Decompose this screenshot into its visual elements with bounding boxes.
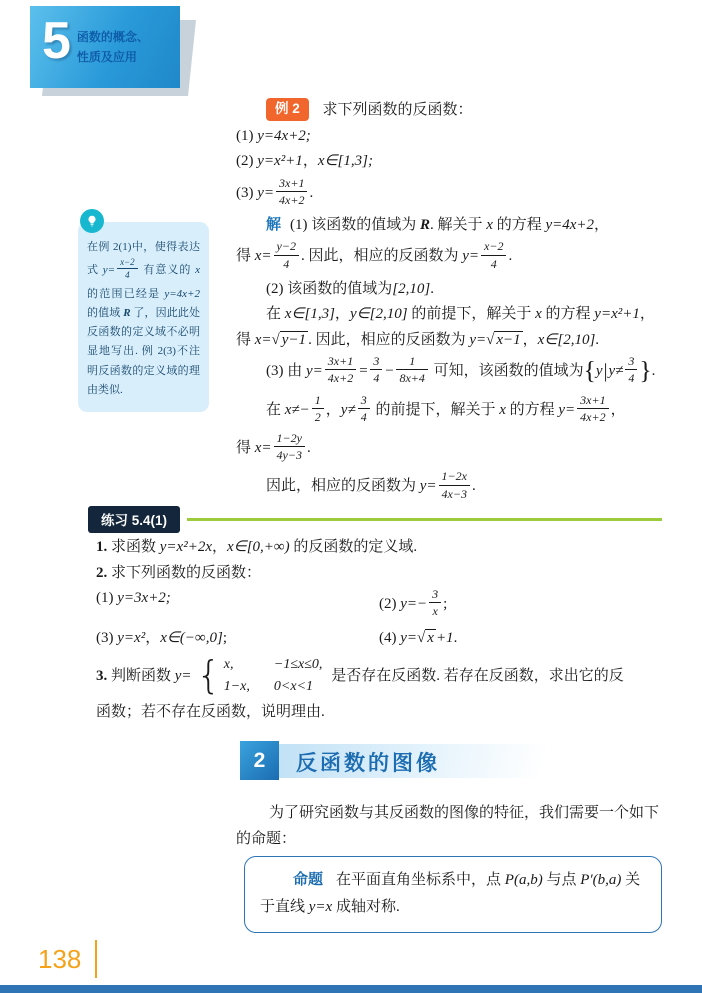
- example-item: (2) y=x²+1，x∈[1,3];: [236, 153, 373, 169]
- hint-note: [78, 222, 209, 412]
- example-section: [236, 98, 664, 508]
- solution-line: 在 x≠− $\frac{1}{2}$ ，y≠ $\frac{3}{4}$ 的前提下，解关于 x 的方程 y= $\frac{3x+1}{4x+2}$ ，: [266, 392, 626, 424]
- exercise-subitem-row: [96, 587, 662, 625]
- proposition-label: 命题: [293, 871, 324, 888]
- proposition-box: [244, 856, 662, 933]
- lightbulb-icon: [80, 209, 104, 233]
- solution-line: [236, 214, 664, 237]
- exercise-section: [96, 536, 662, 726]
- exercise-subitem: (2) y=− $\frac{3}{x}$ ;: [379, 587, 448, 619]
- exercise-rule: [187, 518, 662, 521]
- chapter-badge: [30, 6, 200, 102]
- solution-line: (3) 由 y= $\frac{3x+1}{4x+2}$ = $\frac{3}{4}$ − $\frac{1}{8x+4}$ 可知，该函数的值域为{y|y≠ $\frac{3}{4}$ }.: [266, 354, 656, 386]
- solution-line: 因此，相应的反函数为 y= $\frac{1-2x}{4x-3}$ .: [266, 469, 476, 501]
- chapter-number: 5: [42, 12, 71, 70]
- example-item: (3) y= $\frac{3x+1}{4x+2}$ .: [236, 175, 314, 207]
- solution-text: (1) 该函数的值域为 R. 解关于 x 的方程 y=4x+2，: [290, 216, 610, 233]
- note-text: 在例 2(1)中，使得表达式 y= $\frac{x-2}{4}$ 有意义的 x 的范围已经是 y=4x+2 的值域 R 了，因此此处反函数的定义域不必明显地写出. 例 2(3)不注明反函数的定义域的理由类似.: [87, 241, 201, 396]
- example-badge: 例 2: [266, 98, 309, 121]
- chapter-badge-box: [30, 6, 180, 88]
- solution-line: 得 x= $\frac{1-2y}{4y-3}$ .: [236, 431, 311, 463]
- exercise-subitem: (3) y=x²，x∈(−∞,0];: [96, 630, 227, 647]
- exercise-header: [88, 506, 662, 533]
- exercise-subitem-row: [96, 627, 662, 653]
- exercise-item: 2. 求下列函数的反函数：: [96, 564, 262, 581]
- exercise-subitem: (1) y=3x+2;: [96, 590, 171, 606]
- exercise-item-continuation: 函数；若不存在反函数，说明理由.: [96, 703, 325, 720]
- section-paragraph: 为了研究函数与其反函数的图像的特征，我们需要一个如下的命题：: [236, 805, 660, 848]
- example-intro: 求下列函数的反函数：: [322, 102, 473, 118]
- example-item: (1) y=4x+2;: [236, 127, 311, 144]
- solution-marker: 解: [266, 215, 282, 233]
- exercise-item: 1. 求函数 y=x²+2x，x∈[0,+∞) 的反函数的定义域.: [96, 539, 418, 555]
- section-number: 2: [240, 741, 279, 780]
- page-number: 138: [38, 944, 82, 974]
- exercise-item: 3. 判断函数 y= { x, −1≤x≤0, 1−x, 0<x<1 是否存在反函数. 若存在反函数，求出它的反: [96, 653, 624, 698]
- solution-line: 在 x∈[1,3]，y∈[2,10] 的前提下，解关于 x 的方程 y=x²+1，: [266, 306, 655, 323]
- chapter-title: [77, 6, 149, 88]
- solution-line: 得 x= $\frac{y-2}{4}$ . 因此，相应的反函数为 y= $\frac{x-2}{4}$ .: [236, 239, 513, 271]
- chapter-title-line1: 函数的概念、: [76, 30, 149, 44]
- section-title: 反函数的图像: [296, 752, 440, 775]
- page-number-rule: [95, 940, 97, 978]
- section-heading: [240, 741, 560, 781]
- exercise-subitem: (4) y=√ x +1.: [379, 630, 458, 647]
- example-heading: [236, 98, 664, 122]
- proposition-text: [260, 866, 646, 921]
- exercise-badge: 练习 5.4(1): [88, 506, 180, 533]
- solution-line: (2) 该函数的值域为[2,10].: [266, 280, 434, 297]
- chapter-title-line2: 性质及应用: [76, 49, 137, 64]
- bottom-bar: [0, 985, 702, 993]
- proposition-body: 在平面直角坐标系中，点 P(a,b) 与点 P′(b,a) 关于直线 y=x 成轴对称.: [260, 872, 641, 915]
- solution-line: 得 x=√ y−1 . 因此，相应的反函数为 y=√ x−1 ，x∈[2,10].: [236, 331, 600, 348]
